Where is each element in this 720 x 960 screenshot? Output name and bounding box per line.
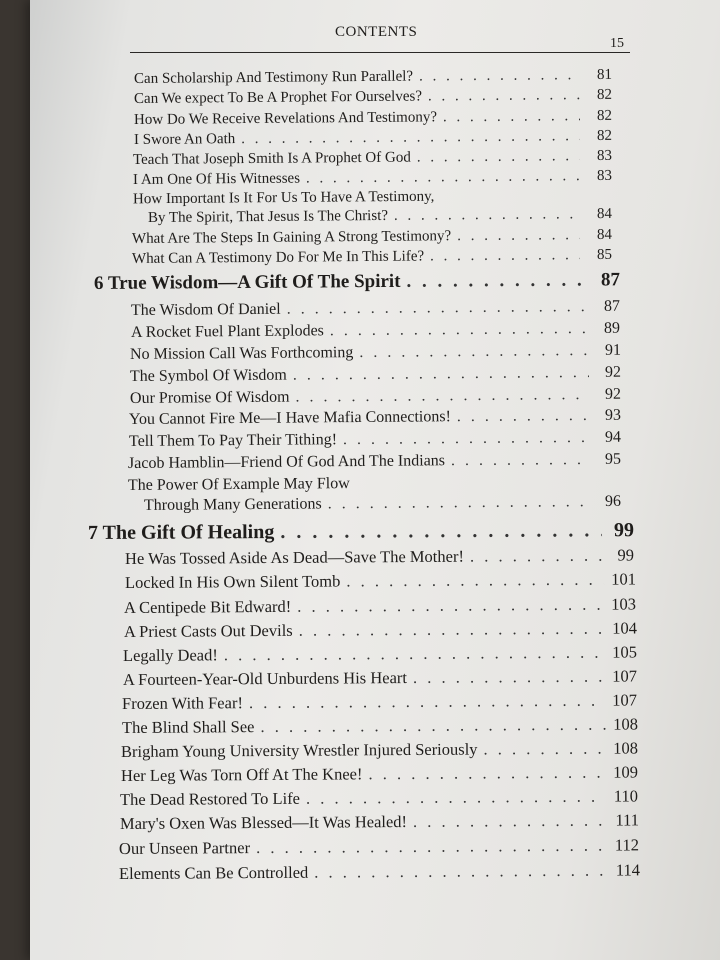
toc-entry: Her Leg Was Torn Off At The Knee! . . . 109 bbox=[121, 762, 638, 786]
dot-leader bbox=[241, 128, 580, 148]
dot-leader bbox=[443, 108, 580, 126]
page-number: 15 bbox=[610, 36, 624, 51]
toc-entry: Our Unseen Partner . . . 112 bbox=[119, 835, 639, 859]
dot-leader bbox=[295, 386, 589, 407]
dot-leader bbox=[314, 861, 608, 883]
toc-entry: Teach That Joseph Smith Is A Prophet Of God . . . 83 bbox=[133, 148, 612, 169]
dot-leader bbox=[260, 715, 606, 737]
toc-entry: Tell Them To Pay Their Tithing! . . . 94 bbox=[129, 429, 621, 451]
toc-entry: Mary's Oxen Was Blessed—It Was Healed! . . . 111 bbox=[120, 810, 639, 834]
page-header bbox=[130, 18, 630, 53]
chapter-heading: 7 The Gift Of Healing . . . 99 bbox=[88, 519, 634, 545]
toc-entry: Our Promise Of Wisdom . . . 92 bbox=[130, 386, 621, 408]
dot-leader bbox=[287, 298, 588, 319]
toc-entry-line1: The Power Of Example May Flow bbox=[127, 475, 350, 494]
chapter-heading: 6 True Wisdom—A Gift Of The Spirit . . . 87 bbox=[94, 269, 620, 295]
dot-leader bbox=[394, 206, 580, 225]
dot-leader bbox=[451, 451, 589, 470]
dot-leader bbox=[224, 643, 605, 666]
book-page bbox=[30, 0, 720, 960]
dot-leader bbox=[328, 493, 589, 513]
dot-leader bbox=[413, 811, 607, 832]
toc-entry: Can Scholarship And Testimony Run Parallel? . . . 81 bbox=[134, 67, 612, 88]
toc-entry: Locked In His Own Silent Tomb . . . 101 bbox=[125, 569, 636, 593]
toc-entry: Legally Dead! . . . 105 bbox=[123, 642, 637, 666]
dot-leader bbox=[470, 546, 602, 567]
toc-entry: I Swore An Oath . . . 82 bbox=[134, 128, 612, 149]
dot-leader bbox=[368, 763, 606, 785]
dot-leader bbox=[249, 691, 605, 713]
toc-entry: A Fourteen-Year-Old Unburdens His Heart . . . 107 bbox=[123, 666, 637, 690]
toc-entry: A Centipede Bit Edward! . . . 103 bbox=[124, 594, 636, 618]
toc-entry: The Wisdom Of Daniel . . . 87 bbox=[131, 298, 620, 320]
dot-leader bbox=[428, 87, 580, 105]
toc-entry-line1: How Important Is It For Us To Have A Testimony, bbox=[132, 188, 435, 208]
toc-entry: Elements Can Be Controlled . . . 114 bbox=[119, 860, 640, 884]
toc-entry: The Dead Restored To Life . . . 110 bbox=[120, 786, 638, 810]
dot-leader bbox=[256, 836, 607, 858]
toc-entry: No Mission Call Was Forthcoming . . . 91 bbox=[130, 342, 621, 364]
toc-entry: Through Many Generations . . . 96 bbox=[144, 493, 621, 515]
dot-leader bbox=[483, 739, 606, 760]
dot-leader bbox=[413, 667, 605, 688]
dot-leader bbox=[430, 247, 580, 265]
toc-entry: A Priest Casts Out Devils . . . 104 bbox=[124, 618, 637, 642]
dot-leader bbox=[359, 342, 589, 362]
toc-entry: You Cannot Fire Me—I Have Mafia Connections! . . . 93 bbox=[129, 407, 621, 429]
toc-entry: How Do We Receive Revelations And Testimony? . . . 82 bbox=[134, 108, 612, 129]
header-title: CONTENTS bbox=[335, 24, 418, 40]
toc-entry: Jacob Hamblin—Friend Of God And The Indians . . . 95 bbox=[128, 451, 621, 473]
dot-leader bbox=[457, 227, 580, 245]
toc-entry: Brigham Young University Wrestler Injured Seriously . . . 108 bbox=[121, 738, 638, 762]
dot-leader bbox=[306, 168, 580, 187]
toc-entry: Can We expect To Be A Prophet For Ourselves? . . . 82 bbox=[134, 87, 612, 108]
dot-leader bbox=[293, 364, 589, 385]
dot-leader bbox=[346, 570, 604, 592]
toc-entry: What Are The Steps In Gaining A Strong Testimony? . . . 84 bbox=[132, 227, 612, 248]
dot-leader bbox=[406, 270, 588, 293]
dot-leader bbox=[330, 320, 588, 340]
toc-entry: The Blind Shall See . . . 108 bbox=[122, 714, 638, 738]
dot-leader bbox=[457, 407, 589, 426]
toc-entry: Frozen With Fear! . . . 107 bbox=[122, 690, 637, 714]
dot-leader bbox=[419, 67, 580, 85]
dot-leader bbox=[306, 787, 606, 809]
dot-leader bbox=[297, 595, 604, 617]
toc-entry: The Symbol Of Wisdom . . . 92 bbox=[130, 364, 621, 386]
dot-leader bbox=[417, 148, 580, 166]
dot-leader bbox=[299, 619, 605, 641]
toc-entry: He Was Tossed Aside As Dead—Save The Mother! . . . 99 bbox=[125, 545, 634, 569]
toc-entry: By The Spirit, That Jesus Is The Christ? . . . 84 bbox=[148, 206, 612, 227]
toc-entry: What Can A Testimony Do For Me In This Life? . . . 85 bbox=[132, 247, 612, 268]
dot-leader bbox=[280, 519, 602, 544]
dot-leader bbox=[343, 429, 589, 449]
toc-entry: A Rocket Fuel Plant Explodes . . . 89 bbox=[131, 320, 620, 342]
toc-entry: I Am One Of His Witnesses . . . 83 bbox=[133, 168, 612, 189]
